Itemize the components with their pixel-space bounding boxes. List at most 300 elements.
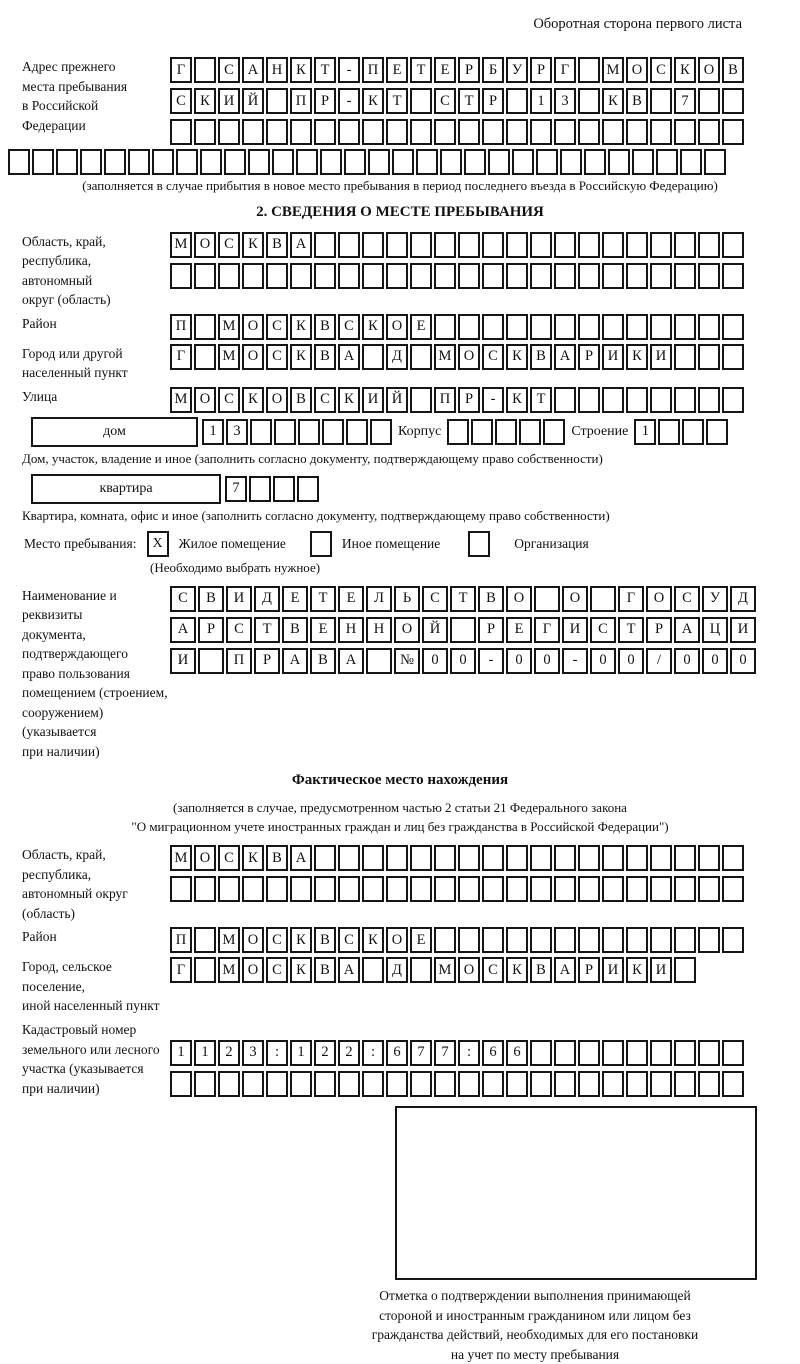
char-box[interactable] — [578, 927, 600, 953]
char-box[interactable]: А — [554, 344, 576, 370]
char-box[interactable] — [266, 119, 288, 145]
char-box[interactable] — [680, 149, 702, 175]
char-box[interactable] — [674, 344, 696, 370]
char-box[interactable] — [656, 149, 678, 175]
char-box[interactable]: 1 — [290, 1040, 312, 1066]
char-box[interactable] — [650, 927, 672, 953]
char-box[interactable] — [274, 419, 296, 445]
char-box[interactable] — [366, 648, 392, 674]
char-box[interactable]: А — [674, 617, 700, 643]
char-box[interactable] — [530, 1071, 552, 1097]
char-box[interactable] — [554, 845, 576, 871]
char-box[interactable]: С — [338, 314, 360, 340]
char-box[interactable]: В — [198, 586, 224, 612]
char-box[interactable] — [519, 419, 541, 445]
char-box[interactable] — [626, 232, 648, 258]
char-box[interactable]: К — [362, 314, 384, 340]
char-box[interactable]: С — [218, 387, 240, 413]
char-box[interactable]: 7 — [225, 476, 247, 502]
char-box[interactable]: В — [478, 586, 504, 612]
char-box[interactable] — [722, 1071, 744, 1097]
char-box[interactable]: С — [482, 344, 504, 370]
char-box[interactable] — [194, 876, 216, 902]
char-box[interactable]: Е — [282, 586, 308, 612]
char-box[interactable] — [434, 314, 456, 340]
char-box[interactable] — [722, 88, 744, 114]
char-box[interactable] — [434, 845, 456, 871]
char-box[interactable]: В — [626, 88, 648, 114]
char-box[interactable] — [370, 419, 392, 445]
char-box[interactable]: 7 — [674, 88, 696, 114]
char-box[interactable] — [290, 119, 312, 145]
char-box[interactable]: Р — [478, 617, 504, 643]
char-box[interactable] — [471, 419, 493, 445]
char-box[interactable]: А — [242, 57, 264, 83]
char-box[interactable] — [530, 927, 552, 953]
char-box[interactable] — [416, 149, 438, 175]
char-box[interactable] — [602, 263, 624, 289]
char-box[interactable] — [458, 876, 480, 902]
char-box[interactable]: К — [602, 88, 624, 114]
char-box[interactable] — [200, 149, 222, 175]
char-box[interactable]: О — [242, 957, 264, 983]
char-box[interactable] — [650, 1040, 672, 1066]
char-box[interactable] — [392, 149, 414, 175]
char-box[interactable]: С — [674, 586, 700, 612]
char-box[interactable]: К — [290, 957, 312, 983]
char-box[interactable] — [602, 119, 624, 145]
char-box[interactable] — [338, 263, 360, 289]
char-box[interactable]: К — [290, 344, 312, 370]
char-box[interactable]: Й — [242, 88, 264, 114]
char-box[interactable] — [698, 1071, 720, 1097]
apartment-type-box[interactable]: квартира — [31, 474, 221, 504]
char-box[interactable]: М — [218, 344, 240, 370]
char-box[interactable] — [272, 149, 294, 175]
char-box[interactable] — [249, 476, 271, 502]
char-box[interactable]: Г — [170, 957, 192, 983]
char-box[interactable] — [674, 387, 696, 413]
char-box[interactable] — [698, 344, 720, 370]
char-box[interactable]: И — [170, 648, 196, 674]
char-box[interactable] — [362, 1071, 384, 1097]
char-box[interactable]: В — [266, 232, 288, 258]
char-box[interactable] — [530, 845, 552, 871]
char-box[interactable] — [602, 876, 624, 902]
char-box[interactable]: Ь — [394, 586, 420, 612]
char-box[interactable]: Т — [450, 586, 476, 612]
char-box[interactable] — [722, 314, 744, 340]
char-box[interactable] — [706, 419, 728, 445]
char-box[interactable]: : — [458, 1040, 480, 1066]
char-box[interactable]: Т — [618, 617, 644, 643]
char-box[interactable] — [56, 149, 78, 175]
char-box[interactable] — [722, 387, 744, 413]
char-box[interactable] — [650, 1071, 672, 1097]
char-box[interactable] — [314, 1071, 336, 1097]
char-box[interactable]: О — [386, 314, 408, 340]
char-box[interactable]: О — [698, 57, 720, 83]
char-box[interactable]: В — [314, 957, 336, 983]
char-box[interactable]: К — [506, 387, 528, 413]
char-box[interactable] — [450, 617, 476, 643]
char-box[interactable]: Р — [198, 617, 224, 643]
char-box[interactable] — [530, 1040, 552, 1066]
char-box[interactable] — [386, 876, 408, 902]
char-box[interactable]: В — [310, 648, 336, 674]
char-box[interactable]: В — [314, 927, 336, 953]
char-box[interactable] — [578, 263, 600, 289]
char-box[interactable] — [530, 263, 552, 289]
char-box[interactable] — [658, 419, 680, 445]
char-box[interactable]: Т — [530, 387, 552, 413]
char-box[interactable]: М — [434, 957, 456, 983]
char-box[interactable]: С — [218, 845, 240, 871]
char-box[interactable] — [650, 314, 672, 340]
char-box[interactable]: 6 — [482, 1040, 504, 1066]
char-box[interactable]: В — [530, 957, 552, 983]
char-box[interactable]: Р — [458, 57, 480, 83]
char-box[interactable] — [410, 88, 432, 114]
char-box[interactable]: А — [338, 957, 360, 983]
char-box[interactable] — [362, 957, 384, 983]
char-box[interactable] — [128, 149, 150, 175]
char-box[interactable] — [698, 876, 720, 902]
char-box[interactable] — [530, 314, 552, 340]
char-box[interactable]: В — [290, 387, 312, 413]
char-box[interactable] — [506, 232, 528, 258]
char-box[interactable] — [650, 845, 672, 871]
char-box[interactable]: С — [434, 88, 456, 114]
char-box[interactable] — [506, 314, 528, 340]
char-box[interactable] — [290, 876, 312, 902]
char-box[interactable]: О — [506, 586, 532, 612]
char-box[interactable] — [554, 314, 576, 340]
char-box[interactable]: Т — [254, 617, 280, 643]
char-box[interactable]: М — [218, 957, 240, 983]
char-box[interactable] — [314, 263, 336, 289]
char-box[interactable]: У — [506, 57, 528, 83]
char-box[interactable]: С — [422, 586, 448, 612]
char-box[interactable] — [554, 876, 576, 902]
char-box[interactable] — [482, 876, 504, 902]
char-box[interactable] — [362, 232, 384, 258]
char-box[interactable] — [194, 344, 216, 370]
char-box[interactable] — [410, 119, 432, 145]
char-box[interactable]: Г — [554, 57, 576, 83]
char-box[interactable] — [578, 1040, 600, 1066]
char-box[interactable] — [170, 263, 192, 289]
char-box[interactable] — [434, 232, 456, 258]
char-box[interactable] — [602, 1040, 624, 1066]
char-box[interactable]: П — [362, 57, 384, 83]
char-box[interactable]: С — [590, 617, 616, 643]
char-box[interactable] — [626, 387, 648, 413]
char-box[interactable]: К — [674, 57, 696, 83]
char-box[interactable] — [242, 876, 264, 902]
char-box[interactable]: Й — [422, 617, 448, 643]
char-box[interactable] — [198, 648, 224, 674]
char-box[interactable]: Е — [506, 617, 532, 643]
char-box[interactable] — [368, 149, 390, 175]
char-box[interactable]: 6 — [506, 1040, 528, 1066]
char-box[interactable] — [242, 119, 264, 145]
char-box[interactable] — [602, 1071, 624, 1097]
char-box[interactable]: / — [646, 648, 672, 674]
char-box[interactable] — [410, 1071, 432, 1097]
char-box[interactable] — [80, 149, 102, 175]
char-box[interactable] — [410, 876, 432, 902]
char-box[interactable] — [298, 419, 320, 445]
char-box[interactable] — [266, 876, 288, 902]
char-box[interactable] — [338, 1071, 360, 1097]
char-box[interactable]: А — [170, 617, 196, 643]
char-box[interactable]: Т — [386, 88, 408, 114]
char-box[interactable] — [290, 263, 312, 289]
char-box[interactable] — [590, 586, 616, 612]
char-box[interactable] — [194, 119, 216, 145]
char-box[interactable] — [218, 1071, 240, 1097]
char-box[interactable] — [224, 149, 246, 175]
char-box[interactable] — [410, 845, 432, 871]
char-box[interactable] — [194, 314, 216, 340]
char-box[interactable]: С — [170, 88, 192, 114]
char-box[interactable] — [434, 119, 456, 145]
char-box[interactable] — [248, 149, 270, 175]
char-box[interactable]: Е — [310, 617, 336, 643]
house-type-box[interactable]: дом — [31, 417, 198, 447]
char-box[interactable]: 0 — [534, 648, 560, 674]
char-box[interactable] — [458, 232, 480, 258]
char-box[interactable] — [698, 88, 720, 114]
char-box[interactable]: - — [482, 387, 504, 413]
checkbox-organizatsiya[interactable] — [468, 531, 490, 557]
char-box[interactable] — [410, 232, 432, 258]
char-box[interactable] — [322, 419, 344, 445]
char-box[interactable] — [530, 876, 552, 902]
char-box[interactable]: М — [170, 232, 192, 258]
char-box[interactable] — [314, 232, 336, 258]
char-box[interactable]: 0 — [730, 648, 756, 674]
char-box[interactable] — [530, 119, 552, 145]
char-box[interactable]: М — [170, 845, 192, 871]
char-box[interactable]: И — [562, 617, 588, 643]
char-box[interactable] — [698, 927, 720, 953]
char-box[interactable] — [506, 1071, 528, 1097]
char-box[interactable]: - — [338, 57, 360, 83]
char-box[interactable] — [578, 387, 600, 413]
char-box[interactable] — [362, 344, 384, 370]
char-box[interactable] — [554, 232, 576, 258]
char-box[interactable] — [722, 845, 744, 871]
char-box[interactable] — [704, 149, 726, 175]
char-box[interactable] — [410, 263, 432, 289]
char-box[interactable] — [554, 1071, 576, 1097]
char-box[interactable] — [674, 314, 696, 340]
char-box[interactable] — [626, 1071, 648, 1097]
char-box[interactable]: С — [314, 387, 336, 413]
char-box[interactable]: И — [650, 344, 672, 370]
char-box[interactable] — [674, 263, 696, 289]
char-box[interactable] — [698, 263, 720, 289]
char-box[interactable]: М — [170, 387, 192, 413]
char-box[interactable]: С — [338, 927, 360, 953]
char-box[interactable] — [344, 149, 366, 175]
char-box[interactable]: А — [338, 344, 360, 370]
char-box[interactable] — [698, 387, 720, 413]
char-box[interactable] — [194, 57, 216, 83]
char-box[interactable] — [506, 845, 528, 871]
char-box[interactable] — [338, 845, 360, 871]
char-box[interactable] — [554, 1040, 576, 1066]
char-box[interactable]: С — [266, 344, 288, 370]
char-box[interactable] — [608, 149, 630, 175]
char-box[interactable]: С — [266, 957, 288, 983]
char-box[interactable] — [266, 263, 288, 289]
char-box[interactable]: : — [266, 1040, 288, 1066]
char-box[interactable]: И — [602, 957, 624, 983]
char-box[interactable]: К — [626, 344, 648, 370]
char-box[interactable]: Д — [730, 586, 756, 612]
char-box[interactable] — [674, 845, 696, 871]
char-box[interactable] — [560, 149, 582, 175]
char-box[interactable]: С — [170, 586, 196, 612]
char-box[interactable]: В — [314, 344, 336, 370]
char-box[interactable]: Р — [314, 88, 336, 114]
char-box[interactable]: А — [290, 232, 312, 258]
char-box[interactable]: Г — [170, 344, 192, 370]
char-box[interactable] — [314, 119, 336, 145]
char-box[interactable]: И — [602, 344, 624, 370]
char-box[interactable] — [386, 263, 408, 289]
char-box[interactable]: 1 — [634, 419, 656, 445]
char-box[interactable]: О — [194, 232, 216, 258]
char-box[interactable]: 7 — [410, 1040, 432, 1066]
char-box[interactable] — [434, 263, 456, 289]
char-box[interactable] — [242, 1071, 264, 1097]
char-box[interactable] — [290, 1071, 312, 1097]
char-box[interactable]: К — [242, 387, 264, 413]
char-box[interactable]: В — [266, 845, 288, 871]
char-box[interactable] — [434, 927, 456, 953]
char-box[interactable] — [578, 314, 600, 340]
char-box[interactable]: Г — [534, 617, 560, 643]
char-box[interactable] — [626, 263, 648, 289]
char-box[interactable] — [386, 1071, 408, 1097]
char-box[interactable] — [362, 119, 384, 145]
char-box[interactable]: М — [602, 57, 624, 83]
char-box[interactable] — [176, 149, 198, 175]
char-box[interactable] — [266, 88, 288, 114]
char-box[interactable] — [674, 957, 696, 983]
char-box[interactable] — [506, 927, 528, 953]
char-box[interactable]: Д — [386, 344, 408, 370]
char-box[interactable] — [536, 149, 558, 175]
char-box[interactable] — [698, 1040, 720, 1066]
char-box[interactable]: Р — [482, 88, 504, 114]
char-box[interactable] — [314, 845, 336, 871]
char-box[interactable] — [104, 149, 126, 175]
char-box[interactable] — [194, 957, 216, 983]
char-box[interactable] — [386, 845, 408, 871]
char-box[interactable] — [506, 876, 528, 902]
char-box[interactable]: О — [242, 927, 264, 953]
char-box[interactable]: П — [226, 648, 252, 674]
char-box[interactable]: С — [218, 57, 240, 83]
char-box[interactable]: К — [242, 232, 264, 258]
char-box[interactable] — [578, 876, 600, 902]
char-box[interactable]: Е — [386, 57, 408, 83]
char-box[interactable]: Й — [386, 387, 408, 413]
char-box[interactable] — [722, 232, 744, 258]
char-box[interactable] — [338, 119, 360, 145]
char-box[interactable]: Р — [254, 648, 280, 674]
char-box[interactable]: К — [290, 927, 312, 953]
char-box[interactable] — [578, 88, 600, 114]
char-box[interactable]: 2 — [218, 1040, 240, 1066]
char-box[interactable]: К — [506, 344, 528, 370]
char-box[interactable] — [674, 119, 696, 145]
char-box[interactable]: Н — [338, 617, 364, 643]
char-box[interactable]: И — [218, 88, 240, 114]
char-box[interactable]: Г — [170, 57, 192, 83]
char-box[interactable]: - — [338, 88, 360, 114]
char-box[interactable] — [626, 314, 648, 340]
char-box[interactable]: Р — [578, 344, 600, 370]
char-box[interactable] — [296, 149, 318, 175]
char-box[interactable] — [650, 88, 672, 114]
char-box[interactable]: О — [626, 57, 648, 83]
char-box[interactable]: Т — [458, 88, 480, 114]
char-box[interactable]: Т — [310, 586, 336, 612]
char-box[interactable]: 3 — [242, 1040, 264, 1066]
char-box[interactable] — [698, 119, 720, 145]
char-box[interactable] — [362, 876, 384, 902]
char-box[interactable] — [218, 263, 240, 289]
char-box[interactable] — [578, 1071, 600, 1097]
char-box[interactable] — [534, 586, 560, 612]
char-box[interactable]: : — [362, 1040, 384, 1066]
char-box[interactable] — [458, 314, 480, 340]
char-box[interactable] — [458, 845, 480, 871]
char-box[interactable] — [554, 927, 576, 953]
char-box[interactable]: С — [266, 927, 288, 953]
char-box[interactable]: В — [530, 344, 552, 370]
char-box[interactable]: 7 — [434, 1040, 456, 1066]
char-box[interactable]: № — [394, 648, 420, 674]
char-box[interactable]: Е — [410, 927, 432, 953]
char-box[interactable]: Р — [458, 387, 480, 413]
char-box[interactable] — [152, 149, 174, 175]
char-box[interactable] — [674, 927, 696, 953]
char-box[interactable]: Г — [618, 586, 644, 612]
char-box[interactable] — [698, 845, 720, 871]
char-box[interactable]: - — [562, 648, 588, 674]
char-box[interactable] — [506, 263, 528, 289]
char-box[interactable]: 2 — [314, 1040, 336, 1066]
char-box[interactable] — [266, 1071, 288, 1097]
char-box[interactable]: 0 — [450, 648, 476, 674]
char-box[interactable] — [194, 263, 216, 289]
char-box[interactable] — [458, 263, 480, 289]
char-box[interactable] — [386, 119, 408, 145]
char-box[interactable] — [362, 263, 384, 289]
char-box[interactable] — [554, 263, 576, 289]
char-box[interactable]: О — [194, 845, 216, 871]
char-box[interactable]: С — [482, 957, 504, 983]
char-box[interactable] — [273, 476, 295, 502]
char-box[interactable] — [458, 1071, 480, 1097]
